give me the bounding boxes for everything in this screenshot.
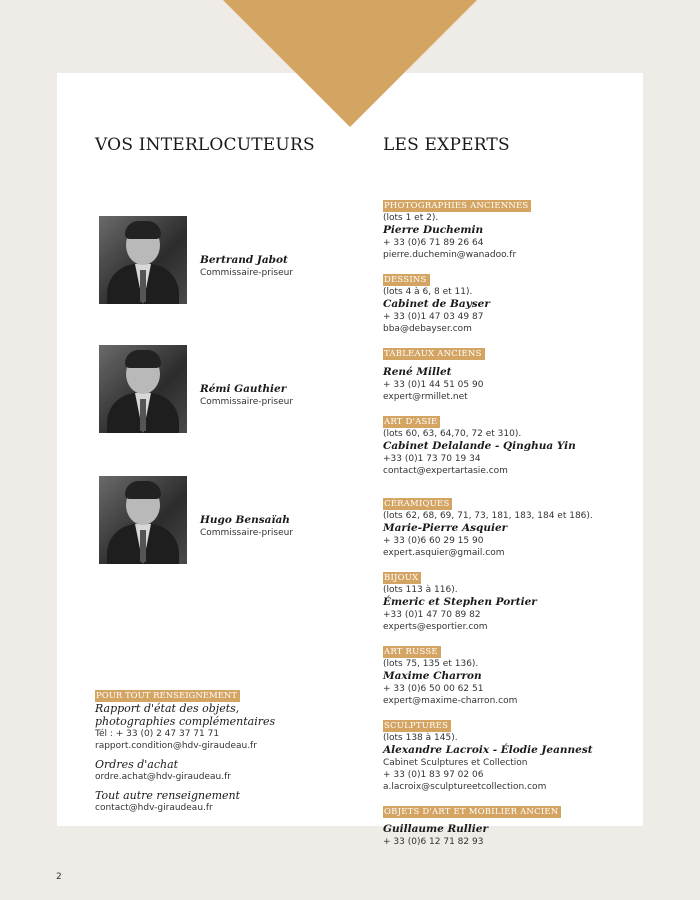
category-tag: DESSINS [383,274,430,286]
category-tag: CÉRAMIQUES [383,498,452,510]
heading-interlocuteurs: VOS INTERLOCUTEURS [95,135,315,155]
expert-lots: (lots 1 et 2). [383,213,439,223]
person-role: Commissaire-priseur [200,268,294,278]
person-role: Commissaire-priseur [200,397,294,407]
person-name: Rémi Gauthier [200,383,287,395]
portrait-photo [99,476,187,564]
info-heading: Tout autre renseignement [95,789,241,802]
info-heading: photographies complémentaires [95,715,276,728]
portrait-photo [99,216,187,304]
expert-entry [383,565,623,633]
expert-email[interactable]: expert@rmillet.net [383,392,468,402]
expert-phone: +33 (0)1 47 70 89 82 [383,610,481,620]
expert-name: Guillaume Rullier [383,823,488,835]
expert-lots: (lots 138 à 145). [383,733,458,743]
category-tag: TABLEAUX ANCIENS [383,348,485,360]
expert-company: Cabinet Sculptures et Collection [383,758,528,768]
expert-name: Cabinet Delalande - Qinghua Yin [383,440,576,452]
category-tag: ART D'ASIE [383,416,440,428]
person-name: Hugo Bensaïah [200,514,290,526]
info-heading: Rapport d'état des objets, [95,702,240,715]
expert-lots: (lots 113 à 116). [383,585,458,595]
expert-email[interactable]: expert.asquier@gmail.com [383,548,505,558]
category-tag: SCULPTURES [383,720,451,732]
expert-phone: + 33 (0)6 60 29 15 90 [383,536,484,546]
expert-name: Marie-Pierre Asquier [383,522,508,534]
info-group [95,758,325,783]
expert-entry [383,639,623,707]
expert-lots: (lots 62, 68, 69, 71, 73, 181, 183, 184 et 186). [383,511,593,521]
info-section [95,683,325,820]
expert-phone: + 33 (0)6 71 89 26 64 [383,238,484,248]
category-tag: ART RUSSE [383,646,441,658]
expert-email[interactable]: expert@maxime-charron.com [383,696,518,706]
expert-email[interactable]: pierre.duchemin@wanadoo.fr [383,250,517,260]
expert-email[interactable]: experts@esportier.com [383,622,488,632]
expert-email[interactable]: a.lacroix@sculptureetcollection.com [383,782,547,792]
expert-phone: + 33 (0)1 83 97 02 06 [383,770,484,780]
expert-lots: (lots 75, 135 et 136). [383,659,479,669]
page-number: 2 [56,872,62,882]
expert-phone: + 33 (0)1 47 03 49 87 [383,312,484,322]
info-email[interactable]: contact@hdv-giraudeau.fr [95,803,213,813]
expert-name: Maxime Charron [383,670,482,682]
expert-email[interactable]: contact@expertartasie.com [383,466,508,476]
info-phone: Tél : + 33 (0) 2 47 37 71 71 [95,729,220,739]
decorative-triangle [223,0,477,127]
person-role: Commissaire-priseur [200,528,294,538]
person-card [99,345,294,433]
expert-phone: + 33 (0)6 50 00 62 51 [383,684,484,694]
expert-phone: + 33 (0)1 44 51 05 90 [383,380,484,390]
expert-phone: + 33 (0)6 12 71 82 93 [383,837,484,847]
info-group [95,789,325,814]
person-card [99,476,294,564]
expert-lots: (lots 4 à 6, 8 et 11). [383,287,473,297]
expert-phone: +33 (0)1 73 70 19 34 [383,454,481,464]
expert-name: René Millet [383,366,452,378]
category-tag: BIJOUX [383,572,421,584]
expert-name: Pierre Duchemin [383,224,484,236]
info-heading: Ordres d'achat [95,758,179,771]
info-group [95,702,325,752]
expert-entry [383,491,623,559]
person-card [99,216,294,304]
expert-entry [383,267,623,335]
expert-name: Émeric et Stephen Portier [383,596,537,608]
expert-name: Cabinet de Bayser [383,298,490,310]
info-email[interactable]: ordre.achat@hdv-giraudeau.fr [95,772,231,782]
category-tag: OBJETS D'ART ET MOBILIER ANCIEN [383,806,561,818]
info-tag: POUR TOUT RENSEIGNEMENT [95,690,240,702]
info-email[interactable]: rapport.condition@hdv-giraudeau.fr [95,741,257,751]
expert-email[interactable]: bba@debayser.com [383,324,472,334]
expert-name: Alexandre Lacroix - Élodie Jeannest [383,744,593,756]
expert-entry [383,409,623,477]
expert-entry [383,341,623,403]
expert-entry [383,713,623,793]
experts-list [383,193,623,854]
expert-entry [383,799,623,848]
person-name: Bertrand Jabot [200,254,288,266]
expert-entry [383,193,623,261]
portrait-photo [99,345,187,433]
heading-experts: LES EXPERTS [383,135,510,155]
category-tag: PHOTOGRAPHIES ANCIENNES [383,200,531,212]
expert-lots: (lots 60, 63, 64,70, 72 et 310). [383,429,522,439]
